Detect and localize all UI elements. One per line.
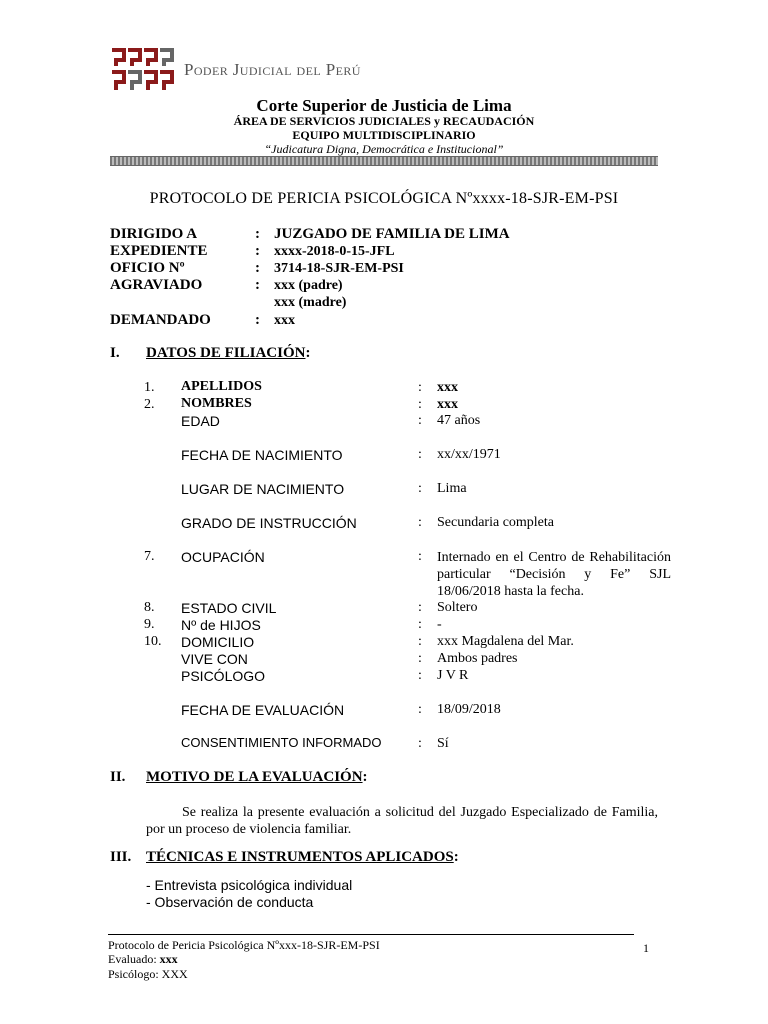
section-number: II. (110, 769, 126, 785)
section-suffix: : (305, 345, 311, 361)
area-heading: ÁREA DE SERVICIOS JUDICIALES y RECAUDACIÓN (233, 114, 535, 128)
meta-colon: : (255, 243, 260, 259)
item-value: xxx (437, 380, 458, 395)
judiciary-logo-icon (110, 46, 174, 92)
document-title: PROTOCOLO DE PERICIA PSICOLÓGICA Nºxxxx-18-SJR-EM-PSI (149, 190, 619, 207)
team-heading: EQUIPO MULTIDISCIPLINARIO (292, 128, 476, 142)
institution-name: Poder Judicial del Perú (184, 60, 361, 79)
item-value: xxx (437, 397, 458, 412)
item-value: J V R (437, 668, 469, 683)
item-label: FECHA DE NACIMIENTO (181, 447, 343, 463)
meta-colon: : (255, 312, 260, 328)
item-value: - (437, 617, 442, 632)
section-suffix: : (362, 769, 368, 785)
item-label: GRADO DE INSTRUCCIÓN (181, 515, 357, 531)
section-heading (146, 849, 459, 866)
item-value: Sí (437, 736, 449, 751)
decorative-band (110, 156, 658, 166)
meta-value: 3714-18-SJR-EM-PSI (274, 261, 404, 276)
item-colon: : (418, 413, 422, 428)
footer-psicologo-value: XXX (161, 967, 188, 981)
section-title: MOTIVO DE LA EVALUACIÓN (146, 769, 363, 785)
item-number: 7. (144, 549, 155, 564)
meta-label: OFICIO Nº (110, 260, 185, 276)
page-number: 1 (643, 941, 649, 955)
footer-evaluado-value: xxx (159, 952, 178, 966)
footer-evaluado-label: Evaluado: (108, 952, 157, 966)
meta-colon: : (255, 260, 260, 276)
item-colon: : (418, 380, 422, 395)
meta-value: xxx (274, 313, 295, 328)
item-colon: : (418, 702, 422, 717)
item-label: OCUPACIÓN (181, 549, 265, 565)
meta-value: xxx (padre) (274, 278, 343, 293)
item-colon: : (418, 447, 422, 462)
section-title: DATOS DE FILIACIÓN (146, 345, 306, 361)
item-colon: : (418, 668, 422, 683)
motto: “Judicatura Digna, Democrática e Institucional” (264, 142, 504, 156)
item-label: NOMBRES (181, 396, 252, 411)
item-colon: : (418, 736, 422, 751)
item-label: LUGAR DE NACIMIENTO (181, 481, 345, 497)
section-title: TÉCNICAS E INSTRUMENTOS APLICADOS (146, 849, 454, 865)
item-value: Ambos padres (437, 651, 518, 666)
item-colon: : (418, 617, 422, 632)
item-number: 2. (144, 397, 155, 412)
section-number: I. (110, 345, 120, 361)
item-value: Internado en el Centro de Rehabilitación particular “Decisión y Fe” SJL 18/06/2018 hasta la fecha. (437, 550, 671, 599)
item-value: 47 años (437, 413, 481, 428)
section-suffix: : (453, 849, 459, 865)
meta-label: DEMANDADO (110, 312, 211, 328)
item-label: DOMICILIO (181, 634, 255, 650)
item-label: PSICÓLOGO (181, 668, 266, 684)
footer-evaluado (108, 952, 178, 967)
item-label: FECHA DE EVALUACIÓN (181, 702, 345, 718)
item-value: xxx Magdalena del Mar. (437, 634, 574, 649)
footer-psicologo-label: Psicólogo: (108, 967, 159, 981)
footer-divider (108, 934, 634, 935)
motivo-paragraph: Se realiza la presente evaluación a solicitud del Juzgado Especializado de Familia, por un proceso de violencia familiar. (146, 805, 658, 837)
footer-protocol: Protocolo de Pericia Psicológica Nºxxx-18-SJR-EM-PSI (108, 938, 380, 952)
section-number: III. (110, 849, 132, 865)
item-label: EDAD (181, 413, 220, 429)
item-colon: : (418, 549, 422, 564)
item-colon: : (418, 481, 422, 496)
section-heading (146, 345, 310, 362)
meta-colon: : (255, 226, 260, 242)
list-item: - Observación de conducta (146, 894, 314, 910)
item-label: Nº de HIJOS (181, 617, 261, 633)
item-number: 10. (144, 634, 162, 649)
meta-label: AGRAVIADO (110, 277, 203, 293)
item-colon: : (418, 515, 422, 530)
item-colon: : (418, 634, 422, 649)
item-colon: : (418, 600, 422, 615)
item-value: 18/09/2018 (437, 702, 501, 717)
footer-psicologo (108, 967, 188, 982)
item-value: Soltero (437, 600, 478, 615)
item-number: 9. (144, 617, 155, 632)
item-colon: : (418, 397, 422, 412)
meta-value: xxx (madre) (274, 295, 347, 310)
item-label: ESTADO CIVIL (181, 600, 277, 616)
item-label: CONSENTIMIENTO INFORMADO (181, 735, 382, 750)
item-colon: : (418, 651, 422, 666)
meta-colon: : (255, 277, 260, 293)
section-heading (146, 769, 368, 786)
item-label: VIVE CON (181, 651, 248, 667)
meta-label: EXPEDIENTE (110, 243, 208, 259)
item-value: Lima (437, 481, 467, 496)
court-title: Corte Superior de Justicia de Lima (256, 96, 512, 115)
list-item: - Entrevista psicológica individual (146, 877, 353, 893)
item-value: Secundaria completa (437, 515, 555, 530)
item-value: xx/xx/1971 (437, 447, 501, 462)
item-number: 8. (144, 600, 155, 615)
meta-label: DIRIGIDO A (110, 226, 198, 242)
item-number: 1. (144, 380, 155, 395)
meta-value: JUZGADO DE FAMILIA DE LIMA (274, 226, 510, 242)
item-label: APELLIDOS (181, 379, 262, 394)
meta-value: xxxx-2018-0-15-JFL (274, 244, 395, 259)
